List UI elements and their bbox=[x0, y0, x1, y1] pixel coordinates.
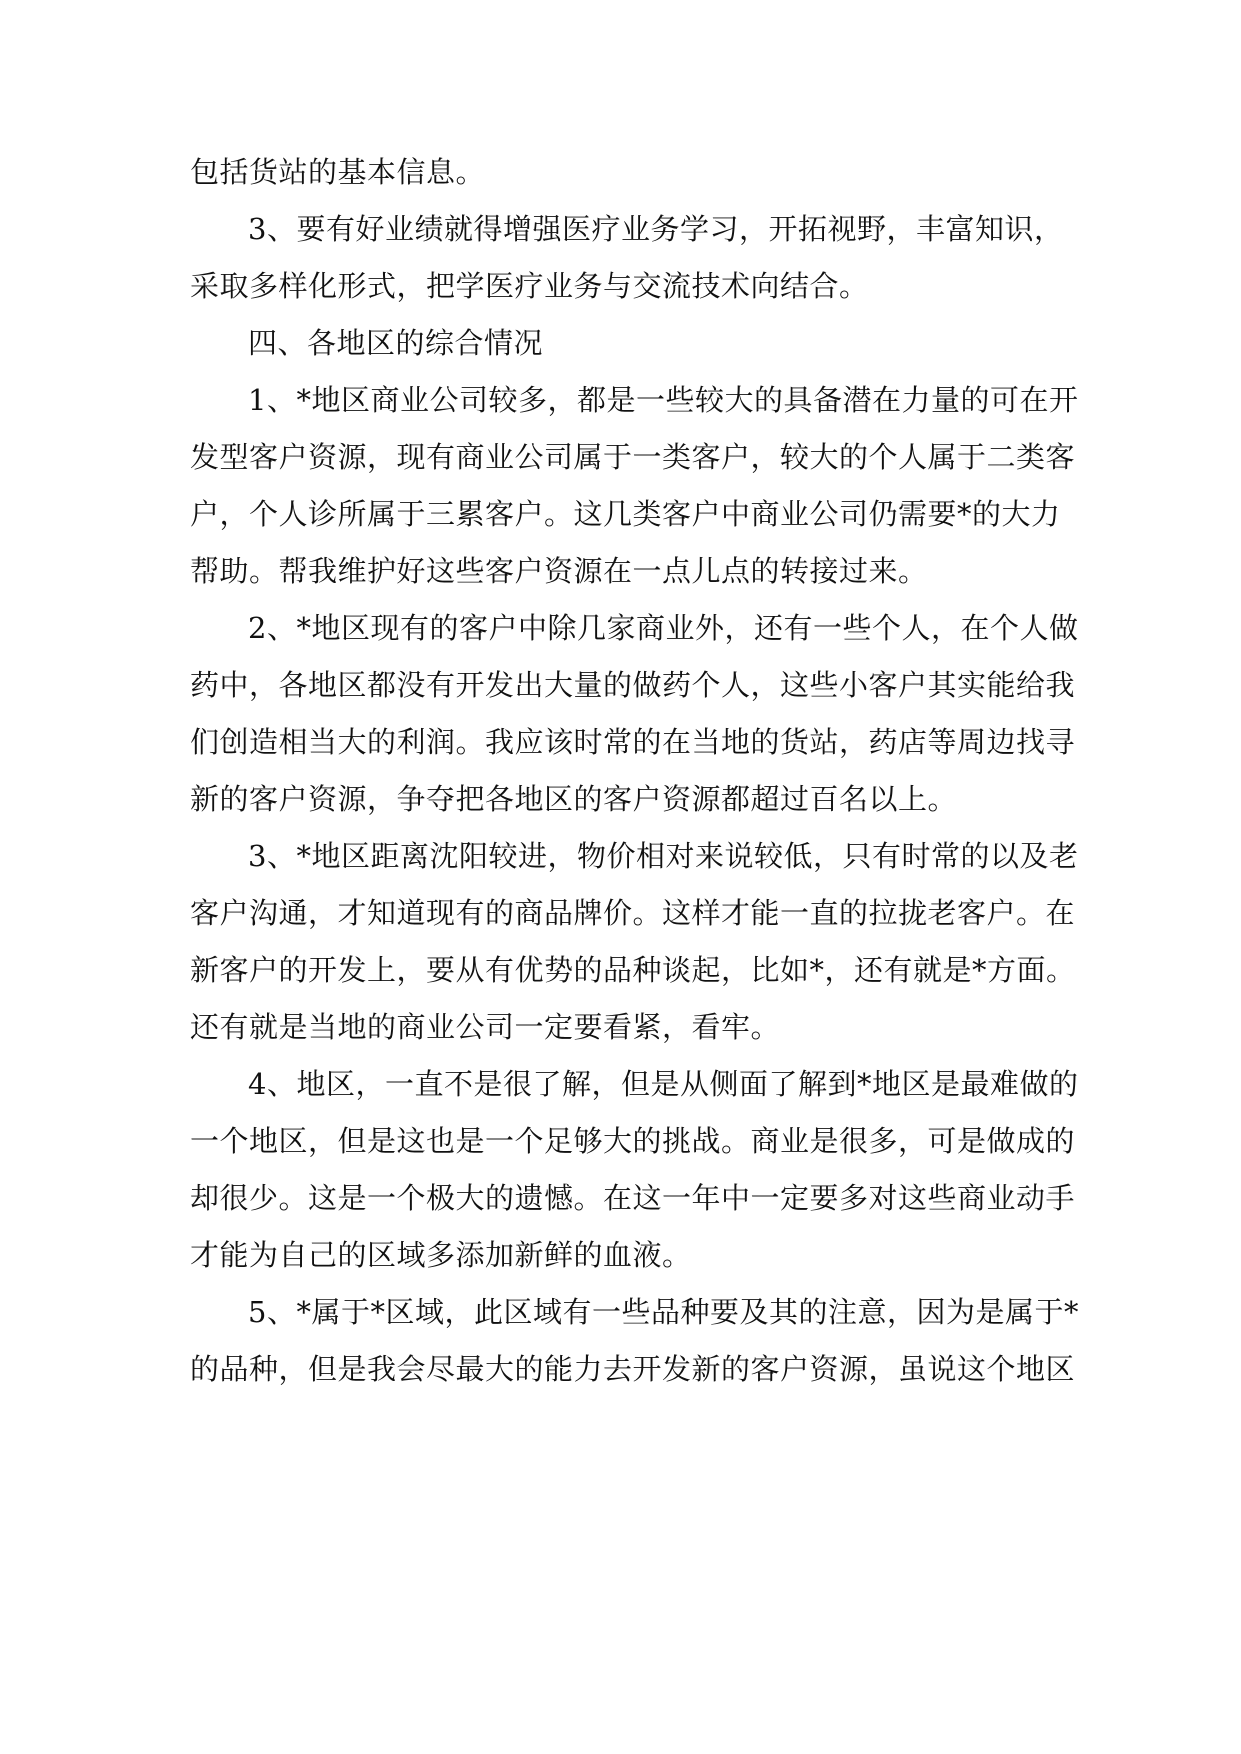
text-line: 3、*地区距离沈阳较进，物价相对来说较低，只有时常的以及老 bbox=[248, 839, 1079, 873]
text-line: 2、*地区现有的客户中除几家商业外，还有一些个人，在个人做 bbox=[248, 611, 1079, 645]
text-line: 帮助。帮我维护好这些客户资源在一点儿点的转接过来。 bbox=[190, 554, 928, 588]
text-line: 包括货站的基本信息。 bbox=[190, 155, 486, 189]
text-line: 的品种，但是我会尽最大的能力去开发新的客户资源，虽说这个地区 bbox=[190, 1352, 1076, 1386]
text-line: 一个地区，但是这也是一个足够大的挑战。商业是很多，可是做成的 bbox=[190, 1124, 1076, 1158]
text-line: 新的客户资源，争夺把各地区的客户资源都超过百名以上。 bbox=[190, 782, 958, 816]
text-line: 发型客户资源，现有商业公司属于一类客户，较大的个人属于二类客 bbox=[190, 440, 1076, 474]
text-line: 采取多样化形式，把学医疗业务与交流技术向结合。 bbox=[190, 269, 869, 303]
text-line: 户，个人诊所属于三累客户。这几类客户中商业公司仍需要*的大力 bbox=[190, 497, 1061, 531]
text-line: 才能为自己的区域多添加新鲜的血液。 bbox=[190, 1238, 692, 1272]
text-line: 5、*属于*区域，此区域有一些品种要及其的注意，因为是属于* bbox=[248, 1295, 1079, 1329]
text-line: 客户沟通，才知道现有的商品牌价。这样才能一直的拉拢老客户。在 bbox=[190, 896, 1076, 930]
text-line: 3、要有好业绩就得增强医疗业务学习，开拓视野，丰富知识， bbox=[248, 212, 1064, 246]
section-heading: 四、各地区的综合情况 bbox=[248, 326, 544, 360]
text-line: 却很少。这是一个极大的遗憾。在这一年中一定要多对这些商业动手 bbox=[190, 1181, 1076, 1215]
text-line: 还有就是当地的商业公司一定要看紧，看牢。 bbox=[190, 1010, 781, 1044]
text-line: 新客户的开发上，要从有优势的品种谈起，比如*，还有就是*方面。 bbox=[190, 953, 1076, 987]
text-line: 4、地区，一直不是很了解，但是从侧面了解到*地区是最难做的 bbox=[248, 1067, 1079, 1101]
text-line: 1、*地区商业公司较多，都是一些较大的具备潜在力量的可在开 bbox=[248, 383, 1079, 417]
text-line: 药中，各地区都没有开发出大量的做药个人，这些小客户其实能给我 bbox=[190, 668, 1076, 702]
text-line: 们创造相当大的利润。我应该时常的在当地的货站，药店等周边找寻 bbox=[190, 725, 1076, 759]
